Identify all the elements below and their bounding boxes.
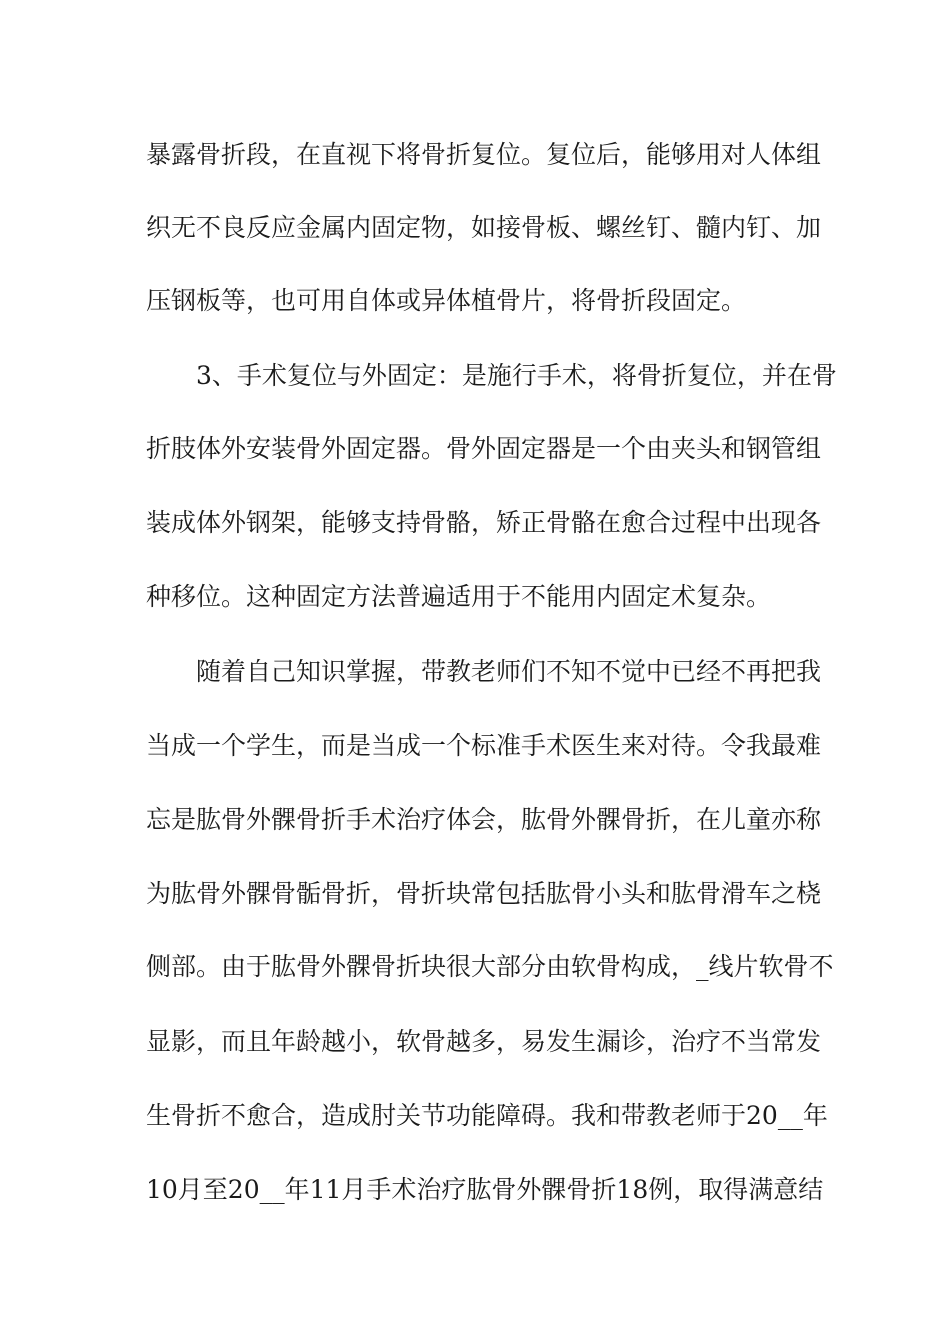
text-line: 为肱骨外髁骨骺骨折，骨折块常包括肱骨小头和肱骨滑车之桡: [146, 879, 822, 908]
text-line: 折肢体外安装骨外固定器。骨外固定器是一个由夹头和钢管组: [146, 434, 822, 463]
text-line: 当成一个学生，而是当成一个标准手术医生来对待。令我最难: [146, 731, 822, 760]
text-line: 生骨折不愈合，造成肘关节功能障碍。我和带教老师于20__年: [146, 1101, 828, 1130]
text-line: 忘是肱骨外髁骨折手术治疗体会，肱骨外髁骨折，在儿童亦称: [146, 805, 822, 834]
text-line: 织无不良反应金属内固定物，如接骨板、螺丝钉、髓内钉、加: [146, 213, 822, 242]
text-line: 显影，而且年龄越小，软骨越多，易发生漏诊，治疗不当常发: [146, 1027, 822, 1056]
text-line: 10月至20__年11月手术治疗肱骨外髁骨折18例，取得满意结: [146, 1175, 824, 1204]
text-line: 种移位。这种固定方法普遍适用于不能用内固定术复杂。: [146, 582, 772, 611]
text-line: 侧部。由于肱骨外髁骨折块很大部分由软骨构成，_线片软骨不: [146, 952, 834, 981]
text-line: 随着自己知识掌握，带教老师们不知不觉中已经不再把我: [146, 657, 822, 686]
text-line: 装成体外钢架，能够支持骨骼，矫正骨骼在愈合过程中出现各: [146, 508, 822, 537]
text-line: 压钢板等，也可用自体或异体植骨片，将骨折段固定。: [146, 286, 747, 315]
text-line: 暴露骨折段，在直视下将骨折复位。复位后，能够用对人体组: [146, 140, 822, 169]
text-line: 3、手术复位与外固定：是施行手术，将骨折复位，并在骨: [146, 361, 837, 390]
